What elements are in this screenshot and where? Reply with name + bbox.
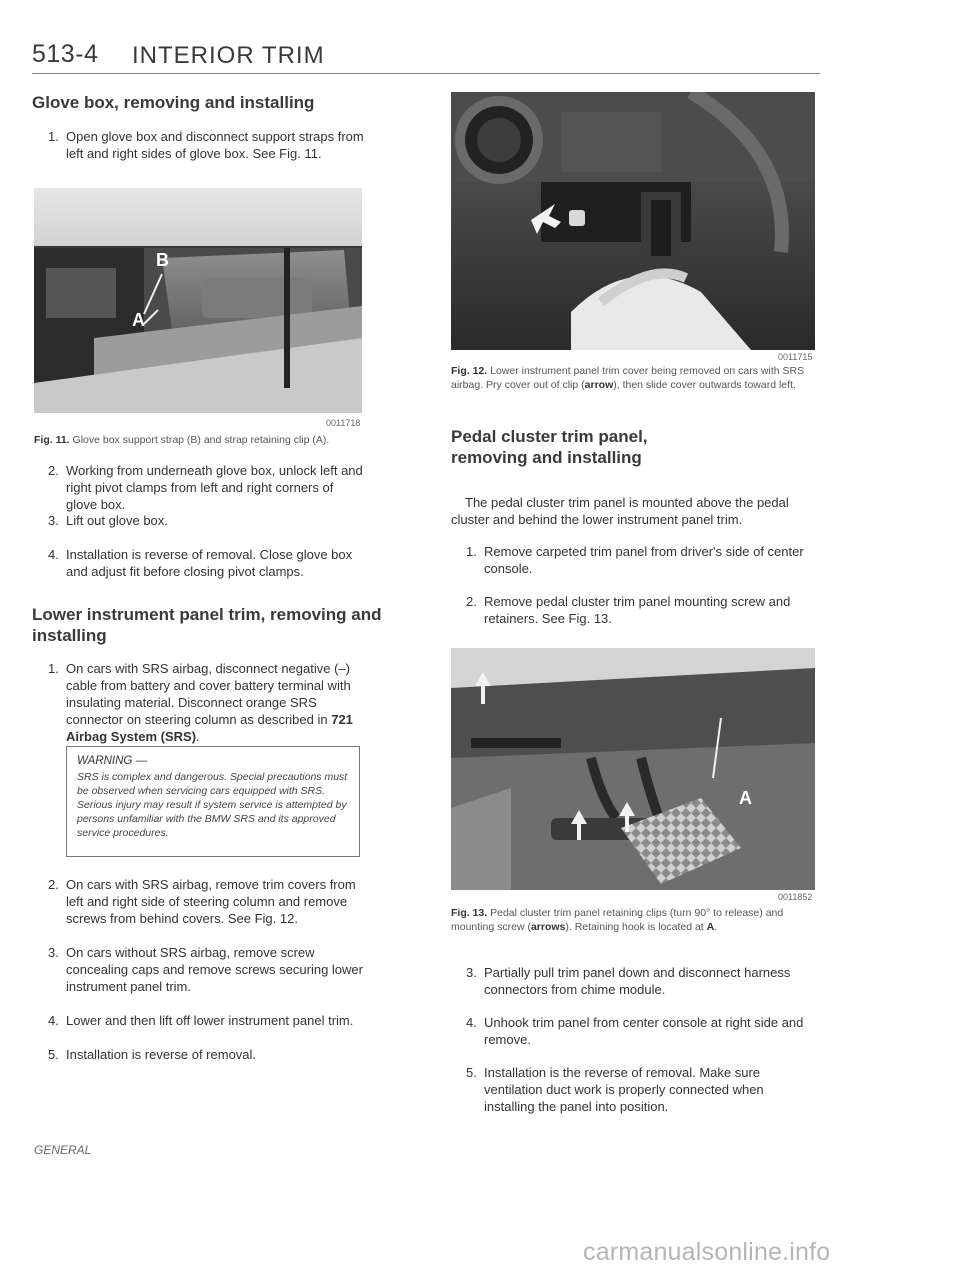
fig-12-code: 0011715 — [778, 352, 813, 362]
fig-13-photo — [451, 648, 815, 890]
pedal-intro: The pedal cluster trim panel is mounted above the pedal cluster and behind the lower instrument panel trim. — [451, 495, 789, 527]
instrument-panel-illustration — [451, 92, 815, 350]
fig-11-label-a: A — [132, 310, 145, 330]
footer-general: GENERAL — [34, 1143, 92, 1157]
fig-11-photo — [34, 188, 362, 413]
pedal-cluster-illustration — [451, 648, 815, 890]
heading-glove-box: Glove box, removing and installing — [32, 93, 315, 112]
fig-11-label-b: B — [156, 250, 169, 270]
fig-11-code: 0011718 — [326, 418, 361, 428]
heading-pedal-line2: removing and installing — [451, 448, 642, 467]
section-number: 513-4 — [32, 40, 99, 68]
warning-text: SRS is complex and dangerous. Special precautions must be observed when servicing cars equipped with SRS. Serious injury may result if system service is attempted by persons unfamiliar with the BMW SRS and its approved service procedures. — [77, 771, 348, 839]
fig-12-caption: Fig. 12. Lower instrument panel trim cover being removed on cars with SRS airbag. Pry cover out of clip (arrow), then slide cover outwards toward left. — [451, 365, 805, 391]
section-title: INTERIOR TRIM — [132, 42, 325, 69]
heading-lower-panel-line2: installing — [32, 626, 107, 645]
fig-13-code: 0011852 — [778, 892, 813, 902]
fig-13-label-a: A — [739, 788, 752, 808]
fig-12-photo — [451, 92, 815, 350]
glove-box-illustration — [34, 188, 362, 413]
heading-lower-panel-line1: Lower instrument panel trim, removing and — [32, 605, 382, 624]
warning-box — [66, 746, 360, 857]
watermark: carmanualsonline.info — [583, 1238, 831, 1266]
fig-13-caption: Fig. 13. Pedal cluster trim panel retaining clips (turn 90° to release) and mounting screw (arrows). Retaining hook is located at A. — [451, 907, 784, 933]
header-rule — [32, 73, 820, 74]
warning-heading: WARNING — — [77, 755, 148, 767]
heading-pedal-line1: Pedal cluster trim panel, — [451, 427, 648, 446]
fig-11-caption: Fig. 11. Glove box support strap (B) and strap retaining clip (A). — [34, 434, 330, 446]
